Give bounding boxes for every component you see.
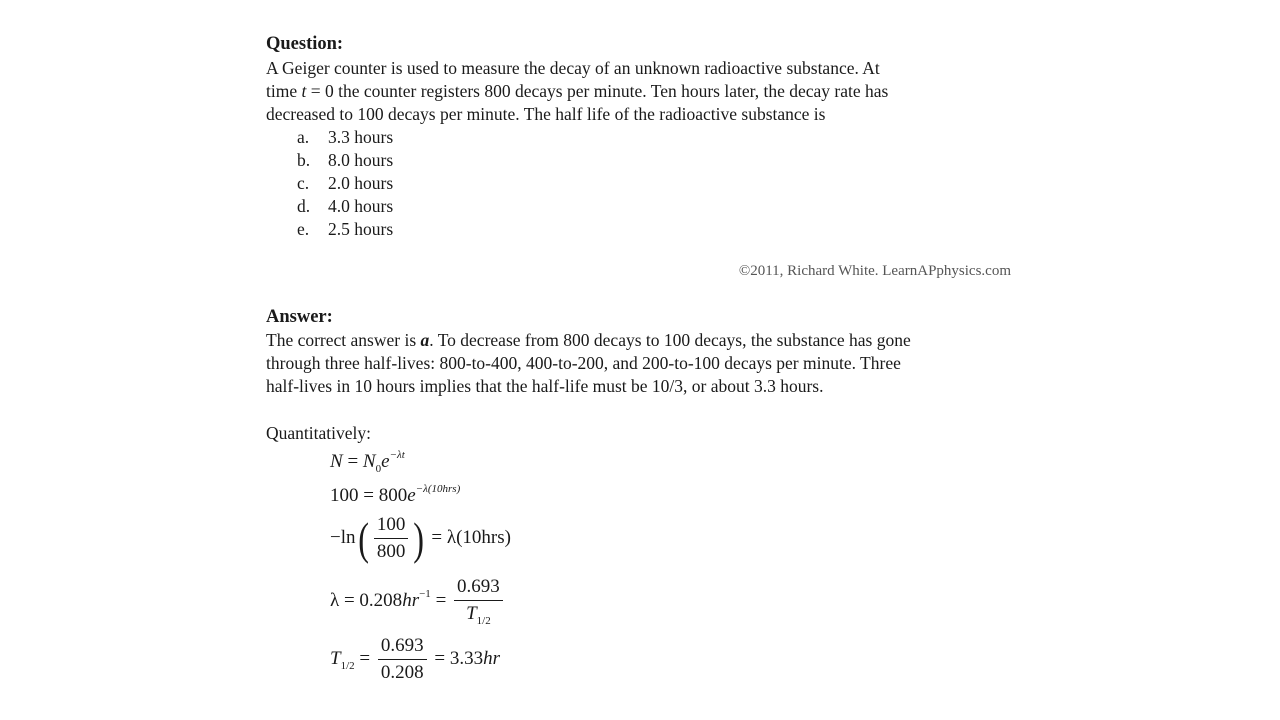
choice-item: a. 3.3 hours (297, 127, 394, 147)
question-line-3: decreased to 100 decays per minute. The half life of the radioactive substance is (266, 104, 826, 124)
answer-section (266, 306, 1011, 398)
correct-answer-letter: a (420, 330, 430, 350)
answer-heading: Answer: (266, 307, 333, 327)
choice-item: e. 2.5 hours (297, 219, 394, 239)
equation-half-life: $T_{1/2}$ = $\frac{0.693}{0.208}$ = 3.33hr (330, 635, 500, 683)
copyright-notice: ©2011, Richard White. LearnAPphysics.com (738, 263, 1011, 279)
answer-choices (266, 126, 1011, 241)
equation-decay-law: $N = N_0e^{-\lambda t}$ (330, 449, 405, 475)
question-body (266, 57, 1011, 241)
question-line-1: A Geiger counter is used to measure the decay of an unknown radioactive substance. At (266, 58, 880, 78)
question-heading: Question: (266, 34, 344, 54)
question-line-2: time t = 0 the counter registers 800 decays per minute. Ten hours later, the decay rate has (266, 81, 889, 101)
answer-line-3: half-lives in 10 hours implies that the half-life must be 10/3, or about 3.3 hours. (266, 376, 824, 396)
answer-line-1: The correct answer is a. To decrease from 800 decays to 100 decays, the substance has gone (266, 330, 911, 350)
equation-substitution: $100 = 800e^{-\lambda(10hrs)}$ (330, 483, 461, 506)
choice-item: d. 4.0 hours (297, 196, 394, 216)
equation-lambda: $\lambda = 0.208hr^{-1}$ = $\frac{0.693}{T_{1/2}}$ (330, 576, 506, 627)
answer-line-2: through three half-lives: 800-to-400, 400-to-200, and 200-to-100 decays per minute. Three (266, 353, 901, 373)
equation-log: −ln( $\frac{100}{800}$ ) = λ(10hrs) (330, 512, 511, 564)
quantitative-label: Quantitatively: (266, 423, 371, 443)
time-variable: t (301, 81, 307, 101)
choice-item: c. 2.0 hours (297, 173, 394, 193)
choice-item: b. 8.0 hours (297, 150, 394, 170)
